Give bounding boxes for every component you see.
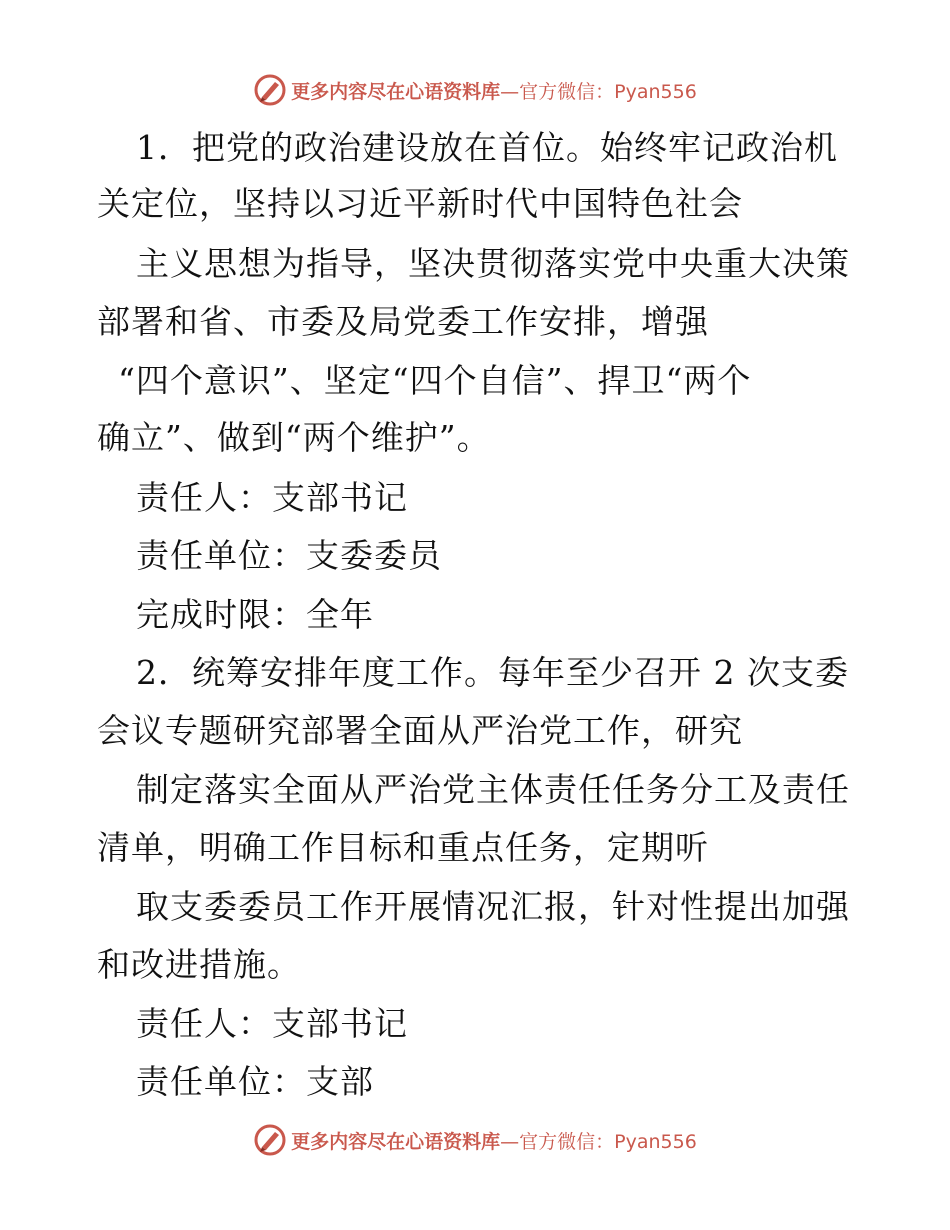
paragraph-line: “四个意识”、坚定“四个自信”、捍卫“两个 [118,361,752,400]
paragraph-line: 1．把党的政治建设放在首位。始终牢记政治机 [136,128,838,167]
header-banner [0,70,950,110]
responsible-unit-line: 责任单位：支委委员 [136,536,442,575]
paragraph-line: 部署和省、市委及局党委工作安排，增强 [97,302,709,341]
responsible-person-line: 责任人：支部书记 [136,478,408,517]
paragraph-line: 2．统筹安排年度工作。每年至少召开 2 次支委 [136,653,849,692]
banner-sub-text: —官方微信：Pyan556 [500,80,697,103]
logo-icon [253,1123,287,1157]
paragraph-line: 制定落实全面从严治党主体责任任务分工及责任 [136,770,850,809]
paragraph-line: 清单，明确工作目标和重点任务，定期听 [97,828,709,867]
banner-main-text: 更多内容尽在心语资料库 [291,1130,501,1153]
paragraph-line: 主义思想为指导，坚决贯彻落实党中央重大决策 [136,244,850,283]
paragraph-line: 取支委委员工作开展情况汇报，针对性提出加强 [136,887,850,926]
logo-icon [253,73,287,107]
paragraph-line: 会议专题研究部署全面从严治党工作，研究 [97,711,743,750]
responsible-person-line: 责任人：支部书记 [136,1004,408,1043]
paragraph-line: 确立”、做到“两个维护”。 [97,418,491,457]
responsible-unit-line: 责任单位：支部 [136,1062,374,1101]
footer-banner [0,1120,950,1160]
deadline-line: 完成时限：全年 [136,595,374,634]
banner-main-text: 更多内容尽在心语资料库 [291,80,501,103]
paragraph-line: 关定位，坚持以习近平新时代中国特色社会 [97,184,743,223]
paragraph-line: 和改进措施。 [97,945,301,984]
banner-sub-text: —官方微信：Pyan556 [500,1130,697,1153]
